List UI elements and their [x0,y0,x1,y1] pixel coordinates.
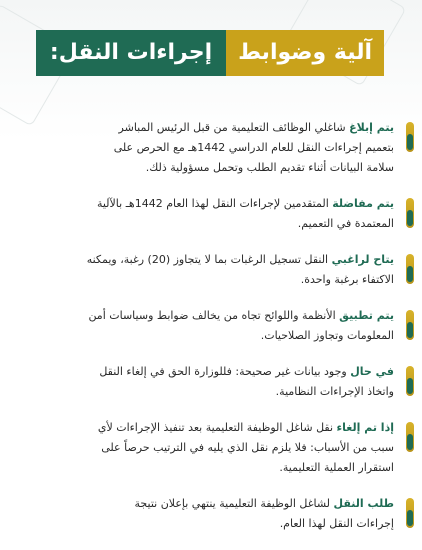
item-text: لشاغل الوظيفة التعليمية ينتهي بإعلان نتيجة [134,497,331,510]
title-gold-part: آلية وضوابط [226,30,384,76]
item-text: واتخاذ الإجراءات النظامية. [275,385,394,398]
list-item [10,494,414,534]
bullet-marker [406,366,414,396]
item-text: بتعميم إجراءات النقل للعام الدراسي 1442هـ مع الحرص على [113,141,394,154]
list-item [10,418,414,478]
bullet-marker [406,422,414,452]
rules-list [10,118,414,550]
item-text: النقل تسجيل الرغبات بما لا يتجاوز (20) رغبة، ويمكنه [86,253,329,266]
item-text: المتقدمين لإجراءات النقل لهذا العام 1442هـ بالآلية [96,197,329,210]
item-highlight: إذا تم إلغاء [336,421,394,434]
item-highlight: يتاح لراغبي [331,253,394,266]
item-text: الاكتفاء برغبة واحدة. [300,273,394,286]
item-text: إجراءات النقل لهذا العام. [279,517,394,530]
bullet-marker [406,122,414,152]
list-item [10,194,414,234]
item-text: المعتمدة في التعميم. [297,217,394,230]
item-highlight: في حال [350,365,394,378]
list-item [10,250,414,290]
item-text: سبب من الأسباب: فلا يلزم نقل الذي يليه في الترتيب حرصاً على [101,441,394,454]
item-highlight: طلب النقل [333,497,394,510]
bullet-marker [406,198,414,228]
bullet-marker [406,254,414,284]
list-item [10,362,414,402]
page-title [40,30,384,76]
bullet-marker [406,310,414,340]
item-highlight: يتم تطبيق [339,309,394,322]
title-green-part: إجراءات النقل: [36,30,226,76]
item-text: الأنظمة واللوائح تجاه من يخالف ضوابط وسياسات أمن [88,309,336,322]
list-item [10,118,414,178]
item-highlight: يتم مفاضلة [332,197,394,210]
bullet-marker [406,498,414,528]
list-item [10,306,414,346]
item-text: شاغلي الوظائف التعليمية من قبل الرئيس المباشر [118,121,346,134]
item-text: نقل شاغل الوظيفة التعليمية بعد تنفيذ الإجراءات لأي [97,421,334,434]
item-text: وجود بيانات غير صحيحة: فللوزارة الحق في إلغاء النقل [99,365,347,378]
item-highlight: يتم إبلاغ [349,121,394,134]
item-text: المعلومات وتجاوز الصلاحيات. [260,329,394,342]
item-text: سلامة البيانات أثناء تقديم الطلب وتحمل مسؤولية ذلك. [145,161,394,174]
item-text: استقرار العملية التعليمية. [279,461,394,474]
